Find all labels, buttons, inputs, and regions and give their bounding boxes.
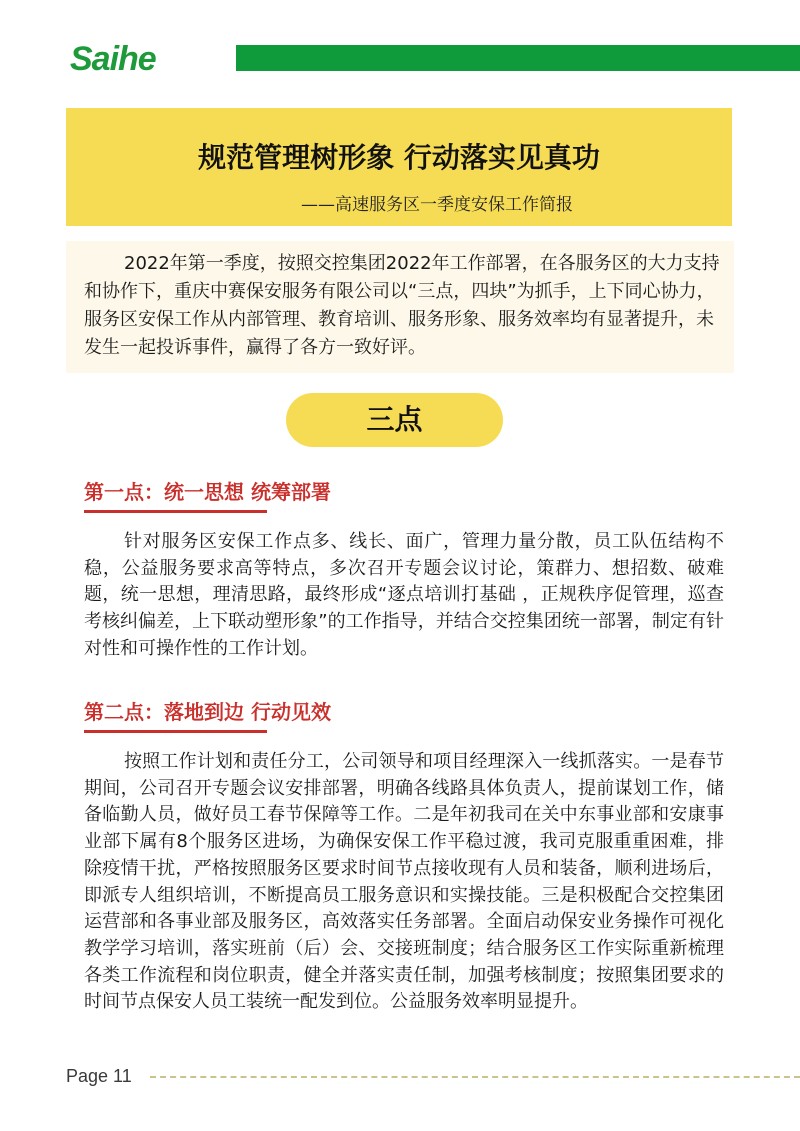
section-underline-2: [84, 730, 267, 733]
section-body-1: 针对服务区安保工作点多、线长、面广，管理力量分散，员工队伍结构不稳，公益服务要求高等特点，多次召开专题会议讨论，策群力、想招数、破难题，统一思想，理清思路，最终形成“逐点培训打基础 ，正规秩序促管理，巡查考核纠偏差，上下联动塑形象”的工作指导，并结合交控集团统一部署，制定有针对性和可操作性的工作计划。: [84, 531, 724, 659]
page-number: Page 11: [66, 1066, 132, 1086]
section-body-2: 按照工作计划和责任分工，公司领导和项目经理深入一线抓落实。一是春节期间，公司召开专题会议安排部署，明确各线路具体负责人，提前谋划工作，储备临勤人员，做好员工春节保障等工作。二是年初我司在关中东事业部和安康事业部下属有8个服务区进场，为确保安保工作平稳过渡，我司克服重重困难，排除疫情干扰，严格按照服务区要求时间节点接收现有人员和装备，顺利进场后，即派专人组织培训，不断提高员工服务意识和实操技能。三是积极配合交控集团运营部和各事业部及服务区，高效落实任务部署。全面启动保安业务操作可视化教学学习培训，落实班前（后）会、交接班制度；结合服务区工作实际重新梳理各类工作流程和岗位职责，健全并落实责任制，加强考核制度；按照集团要求的时间节点保安人员工装统一配发到位。公益服务效率明显提升。: [84, 751, 724, 1013]
page-subtitle: ——高速服务区一季度安保工作简报: [301, 195, 573, 215]
intro-paragraph: 2022年第一季度，按照交控集团2022年工作部署，在各服务区的大力支持和协作下，重庆中赛保安服务有限公司以“三点，四块”为抓手，上下同心协力，服务区安保工作从内部管理、教育培训、服务形象、服务效率均有显著提升，未发生一起投诉事件，赢得了各方一致好评。: [84, 253, 720, 358]
section-pill-label: 三点: [286, 393, 503, 447]
section-heading-2: 第二点：落地到边 行动见效: [84, 700, 331, 724]
page-title: 规范管理树形象 行动落实见真功: [198, 141, 600, 174]
header-accent-bar: [236, 45, 800, 71]
section-heading-1: 第一点：统一思想 统筹部署: [84, 480, 331, 504]
section-underline-1: [84, 510, 267, 513]
brand-logo: Saihe: [70, 40, 156, 78]
footer-divider: [150, 1076, 800, 1078]
title-block: [66, 108, 732, 226]
